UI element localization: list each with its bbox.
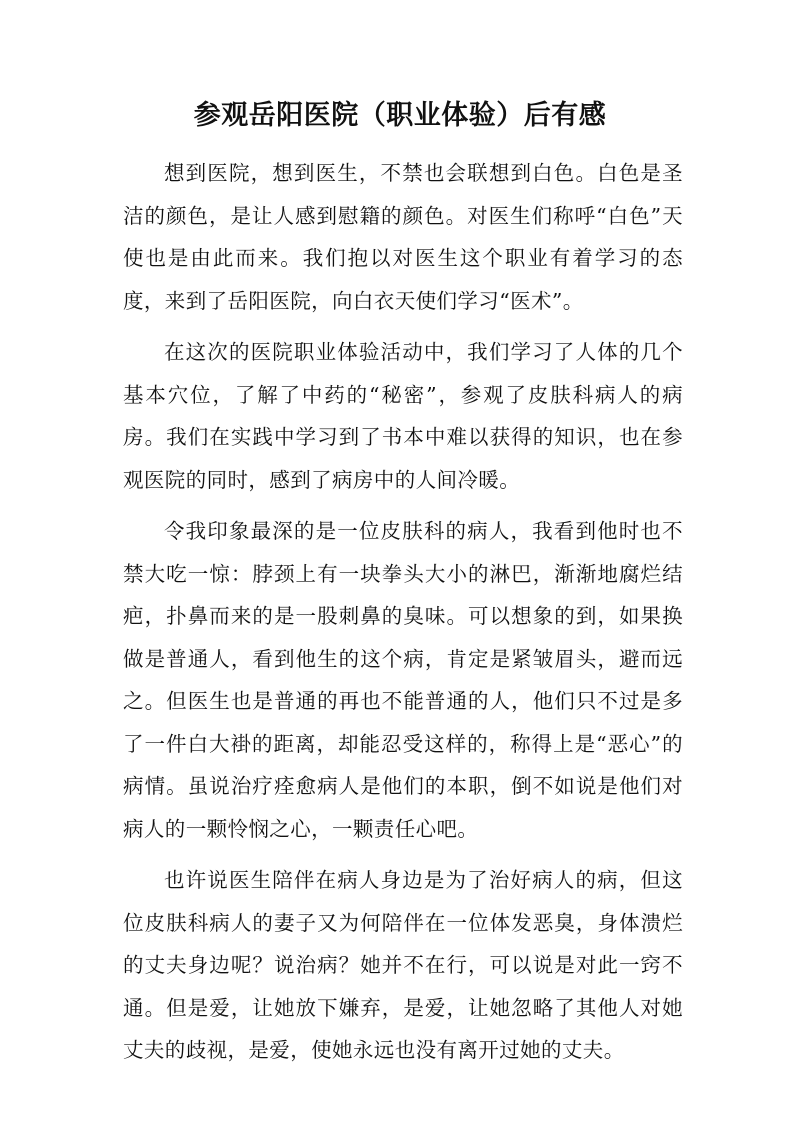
paragraph-3: 令我印象最深的是一位皮肤科的病人，我看到他时也不禁大吃一惊：脖颈上有一块拳头大小的淋巴，渐渐地腐烂结疤，扑鼻而来的是一股刺鼻的臭味。可以想象的到，如果换做是普通人，看到他生的这个病，肯定是紧皱眉头，避而远之。但医生也是普通的再也不能普通的人，他们只不过是多了一件白大褂的距离，却能忍受这样的，称得上是“恶心”的病情。虽说治疗痊愈病人是他们的本职，倒不如说是他们对病人的一颗怜悯之心，一颗责任心吧。	[123, 519, 683, 841]
document-title: 参观岳阳医院（职业体验）后有感	[193, 100, 607, 131]
document-body	[123, 152, 683, 1081]
paragraph-1: 想到医院，想到医生，不禁也会联想到白色。白色是圣洁的颜色，是让人感到慰籍的颜色。对医生们称呼“白色”天使也是由此而来。我们抱以对医生这个职业有着学习的态度，来到了岳阳医院，向白衣天使们学习“医术”。	[123, 161, 683, 313]
paragraph-4: 也许说医生陪伴在病人身边是为了治好病人的病，但这位皮肤科病人的妻子又为何陪伴在一位体发恶臭，身体溃烂的丈夫身边呢？说治病？她并不在行，可以说是对此一窍不通。但是爱，让她放下嫌弃，是爱，让她忽略了其他人对她丈夫的歧视，是爱，使她永远也没有离开过她的丈夫。	[123, 868, 683, 1062]
paragraph-2: 在这次的医院职业体验活动中，我们学习了人体的几个基本穴位，了解了中药的“秘密”，参观了皮肤科病人的病房。我们在实践中学习到了书本中难以获得的知识，也在参观医院的同时，感到了病房中的人间冷暖。	[123, 340, 683, 492]
